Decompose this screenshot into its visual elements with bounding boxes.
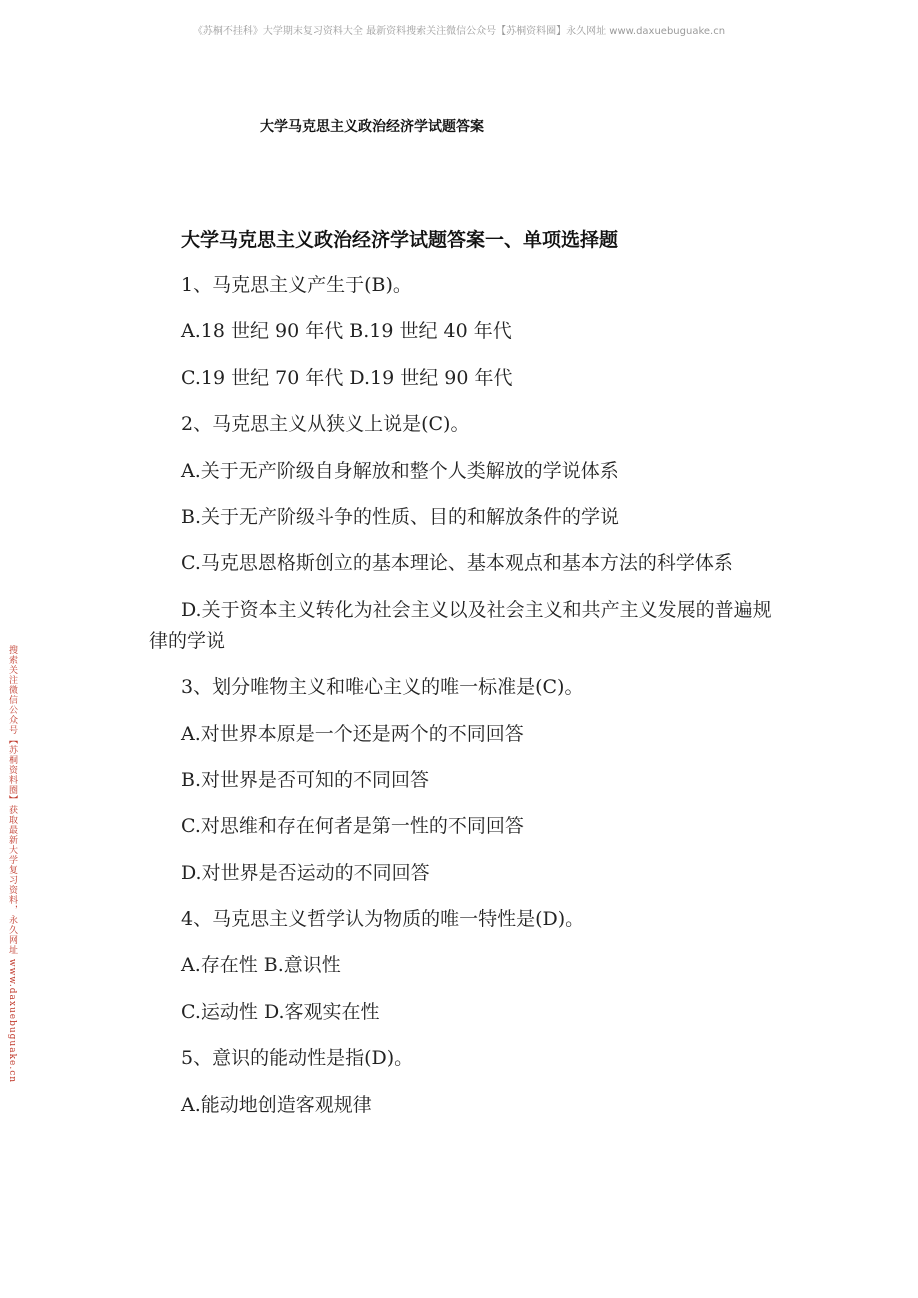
question-4: 4、马克思主义哲学认为物质的唯一特性是(D)。 <box>181 908 585 931</box>
question-2: 2、马克思主义从狭义上说是(C)。 <box>181 413 470 436</box>
question-4-options-cd: C.运动性 D.客观实在性 <box>181 1000 380 1023</box>
question-2-option-d: D.关于资本主义转化为社会主义以及社会主义和共产主义发展的普遍规律的学说 <box>149 598 772 652</box>
question-1-options-ab: A.18 世纪 90 年代 B.19 世纪 40 年代 <box>181 320 512 343</box>
section-heading: 大学马克思主义政治经济学试题答案一、单项选择题 <box>181 229 619 251</box>
question-3-option-c: C.对思维和存在何者是第一性的不同回答 <box>181 815 524 838</box>
question-3-option-d: D.对世界是否运动的不同回答 <box>181 861 430 884</box>
header-watermark-note: 《苏桐不挂科》大学期末复习资料大全 最新资料搜索关注微信公众号【苏桐资料圈】永久网址 www.daxuebuguake.cn <box>192 26 726 37</box>
question-2-option-c: C.马克思恩格斯创立的基本理论、基本观点和基本方法的科学体系 <box>181 552 733 575</box>
question-5-option-a: A.能动地创造客观规律 <box>181 1093 372 1116</box>
question-1-options-cd: C.19 世纪 70 年代 D.19 世纪 90 年代 <box>181 366 513 389</box>
question-3-option-b: B.对世界是否可知的不同回答 <box>181 768 430 791</box>
question-5: 5、意识的能动性是指(D)。 <box>181 1047 414 1070</box>
question-3: 3、划分唯物主义和唯心主义的唯一标准是(C)。 <box>181 676 584 699</box>
document-body <box>149 270 779 1136</box>
question-4-options-ab: A.存在性 B.意识性 <box>181 954 341 977</box>
side-watermark-note: 搜索关注微信公众号【苏桐资料圈】获取最新大学复习资料，永久网址 www.daxuebuguake.cn <box>7 645 17 1084</box>
question-2-option-b: B.关于无产阶级斗争的性质、目的和解放条件的学说 <box>181 505 620 528</box>
question-2-option-a: A.关于无产阶级自身解放和整个人类解放的学说体系 <box>181 459 619 482</box>
question-1: 1、马克思主义产生于(B)。 <box>181 274 412 296</box>
question-3-option-a: A.对世界本原是一个还是两个的不同回答 <box>181 722 524 745</box>
document-title: 大学马克思主义政治经济学试题答案 <box>260 119 484 135</box>
